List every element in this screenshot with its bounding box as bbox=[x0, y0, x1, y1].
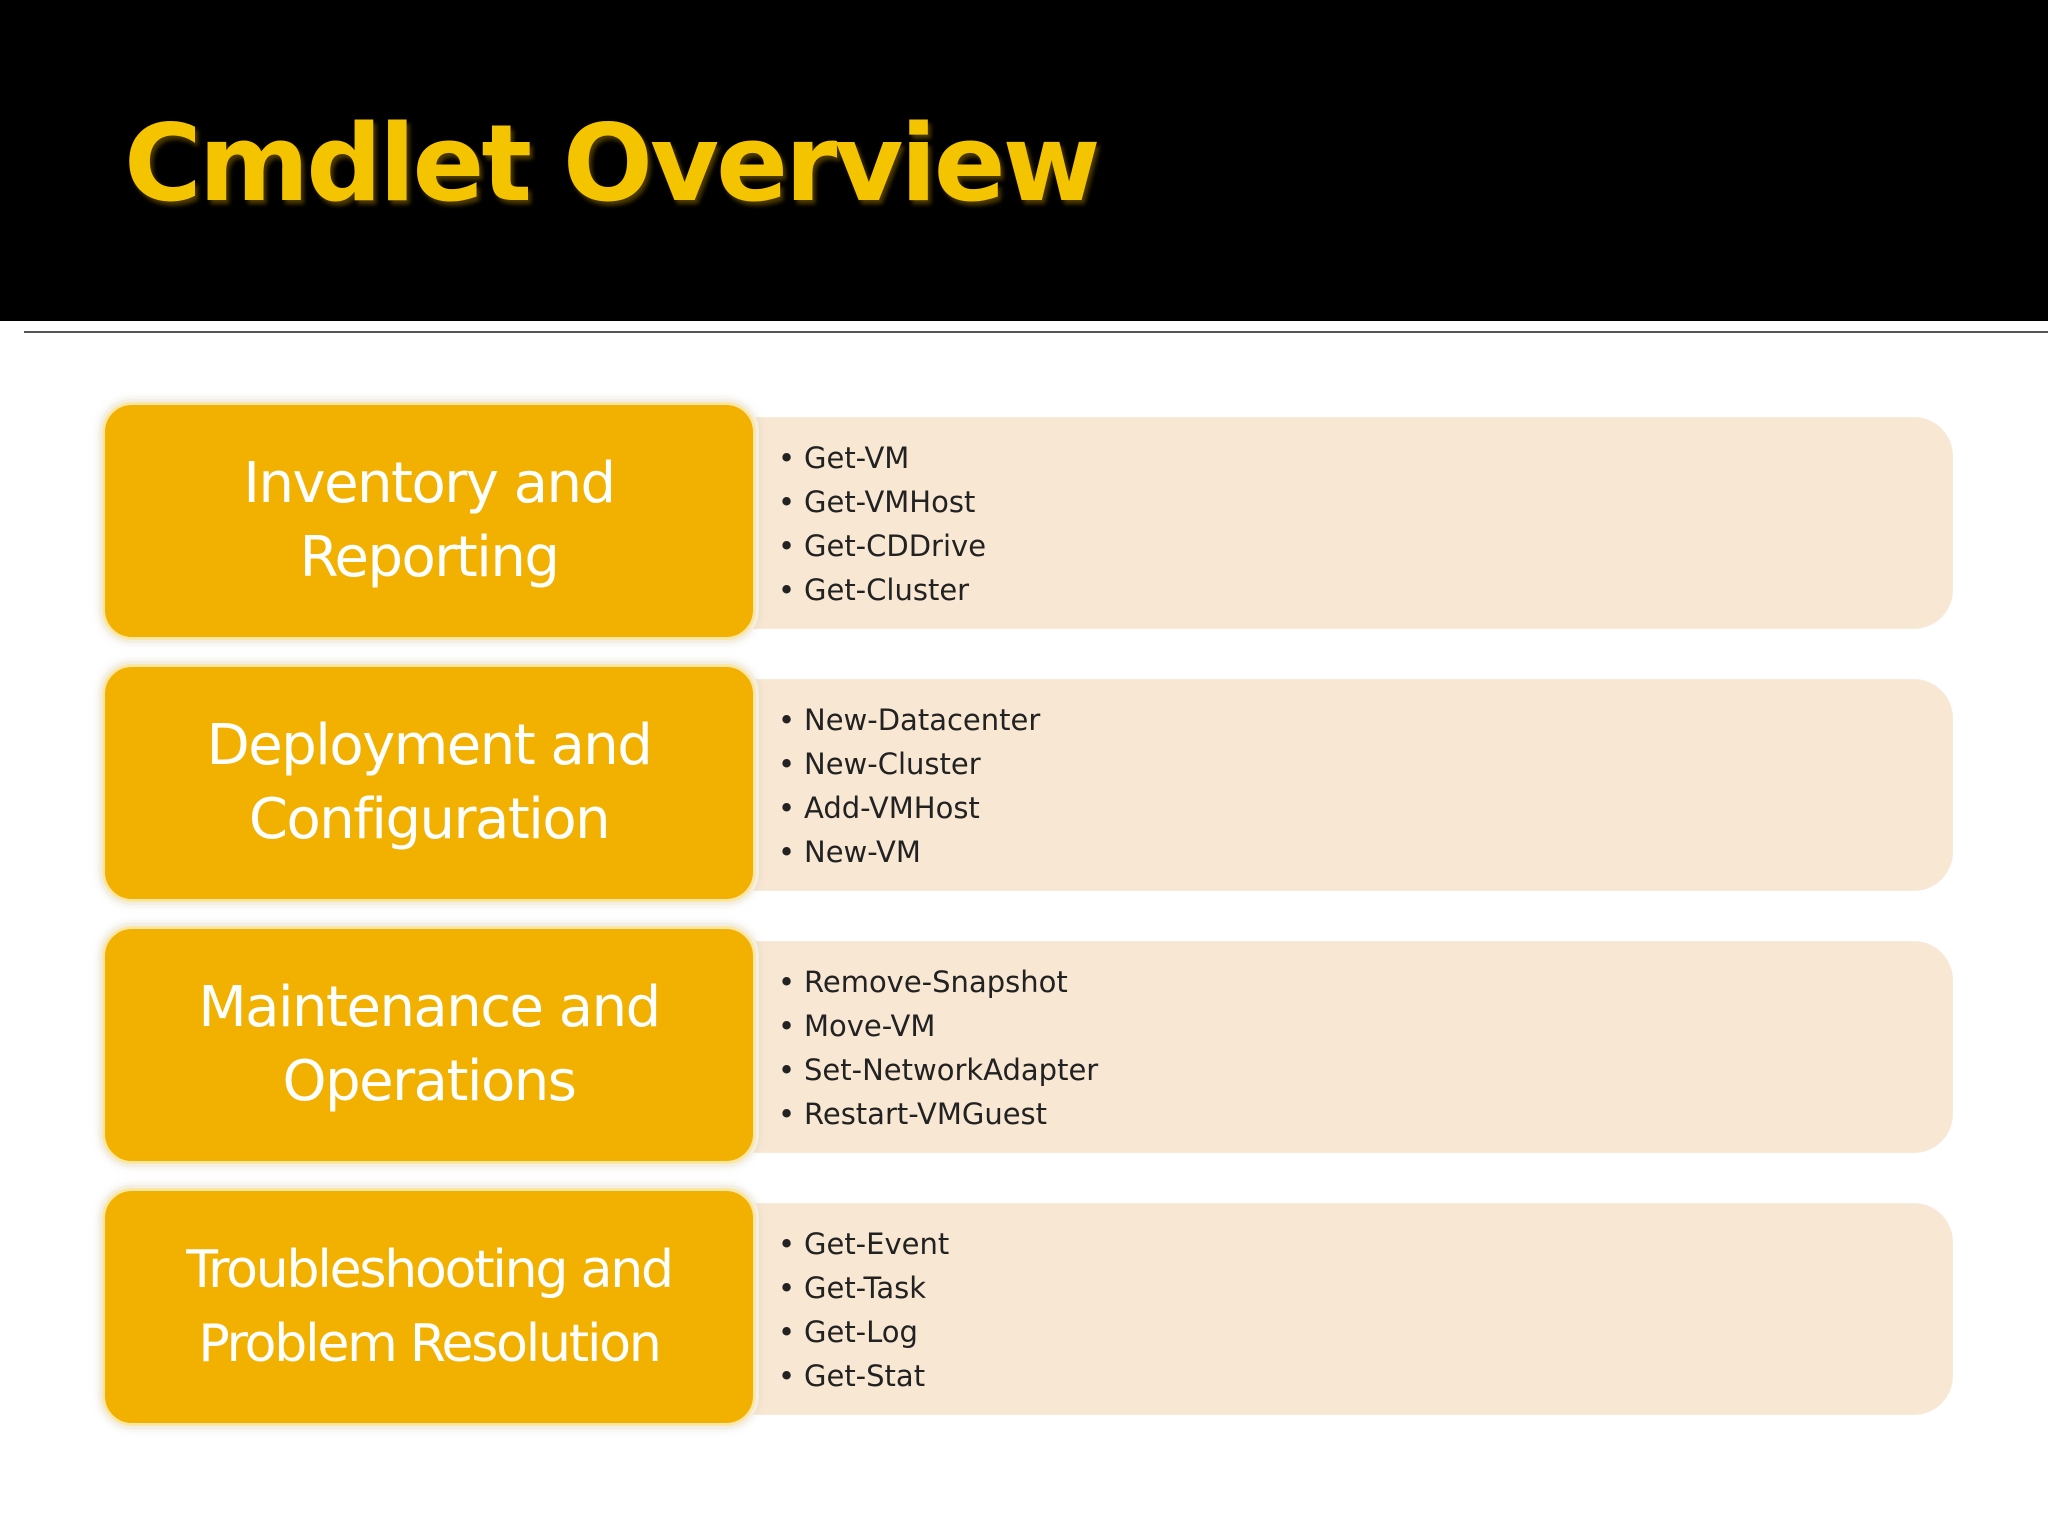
slide-title: Cmdlet Overview bbox=[124, 102, 1098, 225]
cmdlet-item: • Get-Stat bbox=[778, 1354, 949, 1398]
cmdlet-item: • Get-Cluster bbox=[778, 568, 986, 612]
category-row-maintenance bbox=[100, 922, 1952, 1176]
category-label: Maintenance and Operations bbox=[198, 975, 660, 1114]
cmdlet-item: • Get-CDDrive bbox=[778, 524, 986, 568]
cmdlet-list bbox=[778, 698, 1040, 874]
cmdlet-item: • Get-Log bbox=[778, 1310, 949, 1354]
category-box bbox=[102, 926, 756, 1164]
cmdlet-item: • Get-VM bbox=[778, 436, 986, 480]
category-label: Inventory and Reporting bbox=[243, 451, 615, 590]
category-row-inventory bbox=[100, 398, 1952, 652]
cmdlet-list bbox=[778, 436, 986, 612]
cmdlet-item: • New-Cluster bbox=[778, 742, 1040, 786]
cmdlet-list bbox=[778, 960, 1098, 1136]
category-label: Troubleshooting and Problem Resolution bbox=[186, 1240, 672, 1374]
cmdlet-item: • Remove-Snapshot bbox=[778, 960, 1098, 1004]
cmdlet-item: • Add-VMHost bbox=[778, 786, 1040, 830]
cmdlet-item: • Get-Task bbox=[778, 1266, 949, 1310]
title-bar bbox=[0, 0, 2048, 321]
cmdlet-item: • New-VM bbox=[778, 830, 1040, 874]
cmdlet-item: • Get-VMHost bbox=[778, 480, 986, 524]
category-row-deployment bbox=[100, 660, 1952, 914]
category-box bbox=[102, 402, 756, 640]
cmdlet-item: • Move-VM bbox=[778, 1004, 1098, 1048]
category-box bbox=[102, 1188, 756, 1426]
category-box bbox=[102, 664, 756, 902]
cmdlet-item: • Set-NetworkAdapter bbox=[778, 1048, 1098, 1092]
cmdlet-item: • Restart-VMGuest bbox=[778, 1092, 1098, 1136]
cmdlet-list bbox=[778, 1222, 949, 1398]
category-row-troubleshooting bbox=[100, 1184, 1952, 1438]
cmdlet-item: • New-Datacenter bbox=[778, 698, 1040, 742]
cmdlet-item: • Get-Event bbox=[778, 1222, 949, 1266]
title-divider bbox=[24, 331, 2048, 333]
category-label: Deployment and Configuration bbox=[206, 713, 652, 852]
